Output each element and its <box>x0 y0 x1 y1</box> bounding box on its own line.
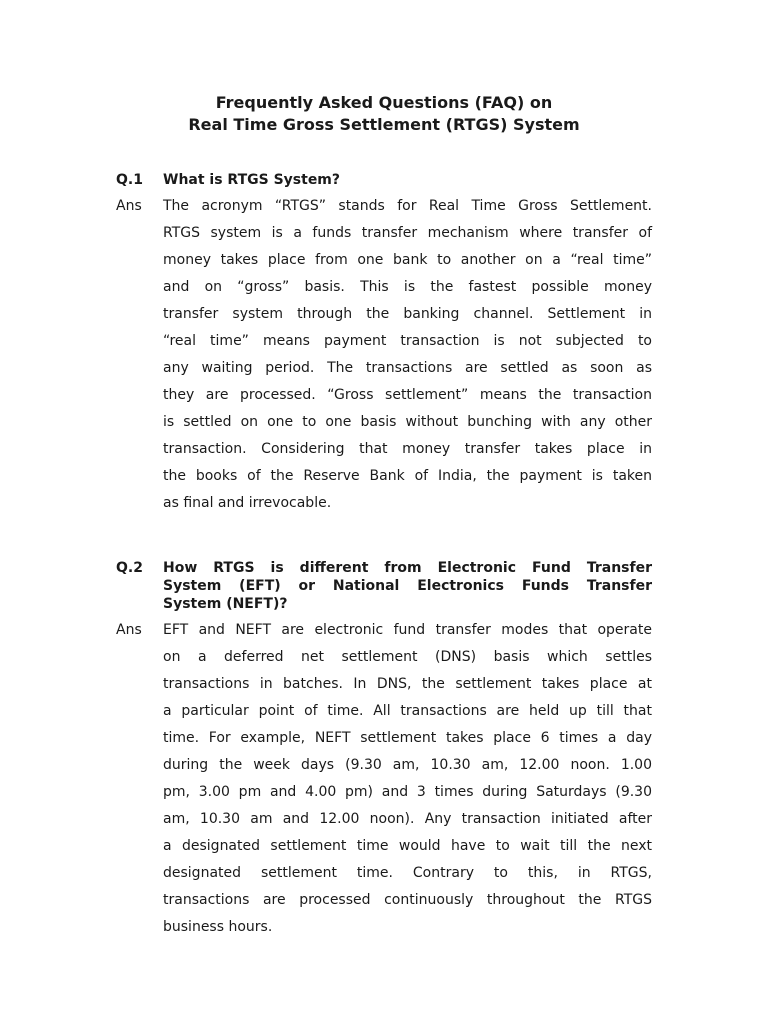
question-line: How RTGS is different from Electronic Fund Transfer <box>163 560 652 576</box>
question-line: What is RTGS System? <box>163 172 341 188</box>
answer-line: transactions are processed continuously throughout the RTGS <box>163 892 652 908</box>
answer-line: as final and irrevocable. <box>163 495 332 511</box>
answer-text <box>163 617 652 941</box>
answer-line: during the week days (9.30 am, 10.30 am, 12.00 noon. 1.00 <box>163 757 652 773</box>
answer-line: EFT and NEFT are electronic fund transfer modes that operate <box>163 622 652 638</box>
answer-line: transactions in batches. In DNS, the settlement takes place at <box>163 676 652 692</box>
question-number: Q.2 <box>116 560 143 576</box>
document-title-line-2: Real Time Gross Settlement (RTGS) System <box>188 115 580 134</box>
answer-line: on a deferred net settlement (DNS) basis which settles <box>163 649 652 665</box>
question-text <box>163 171 652 189</box>
question-text <box>163 559 652 613</box>
answer-line: pm, 3.00 pm and 4.00 pm) and 3 times during Saturdays (9.30 <box>163 784 652 800</box>
answer-line: “real time” means payment transaction is not subjected to <box>163 333 652 349</box>
answer-line: transaction. Considering that money transfer takes place in <box>163 441 652 457</box>
answer-line: a particular point of time. All transactions are held up till that <box>163 703 652 719</box>
answer-line: am, 10.30 am and 12.00 noon). Any transaction initiated after <box>163 811 652 827</box>
answer-label: Ans <box>116 198 142 214</box>
answer-line: time. For example, NEFT settlement takes place 6 times a day <box>163 730 652 746</box>
document-title-line-1: Frequently Asked Questions (FAQ) on <box>215 93 553 112</box>
answer-line: money takes place from one bank to another on a “real time” <box>163 252 652 268</box>
answer-line: and on “gross” basis. This is the fastest possible money <box>163 279 652 295</box>
answer-line: designated settlement time. Contrary to this, in RTGS, <box>163 865 652 881</box>
answer-line: RTGS system is a funds transfer mechanism where transfer of <box>163 225 652 241</box>
question-line: System (EFT) or National Electronics Funds Transfer <box>163 578 652 594</box>
answer-line: a designated settlement time would have to wait till the next <box>163 838 652 854</box>
answer-text <box>163 193 652 517</box>
answer-label: Ans <box>116 622 142 638</box>
question-number: Q.1 <box>116 172 143 188</box>
answer-line: is settled on one to one basis without bunching with any other <box>163 414 652 430</box>
question-line: System (NEFT)? <box>163 596 288 612</box>
answer-line: The acronym “RTGS” stands for Real Time Gross Settlement. <box>163 198 652 214</box>
answer-line: the books of the Reserve Bank of India, the payment is taken <box>163 468 652 484</box>
answer-line: business hours. <box>163 919 273 935</box>
answer-line: they are processed. “Gross settlement” means the transaction <box>163 387 652 403</box>
answer-line: any waiting period. The transactions are settled as soon as <box>163 360 652 376</box>
answer-line: transfer system through the banking channel. Settlement in <box>163 306 652 322</box>
